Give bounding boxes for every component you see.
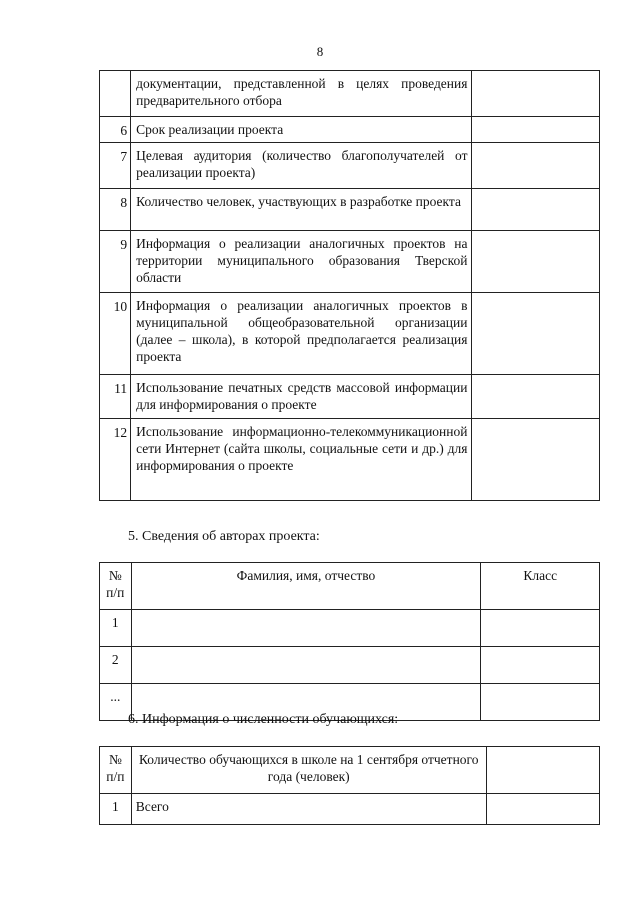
value-cell [472, 293, 600, 375]
table-row [100, 610, 600, 647]
value-cell [472, 117, 600, 143]
row-number: 9 [100, 231, 131, 293]
row-description: Информация о реализации аналогичных проектов на территории муниципального образования Тверской области [131, 231, 472, 293]
project-info-table [99, 70, 600, 501]
value-cell [472, 419, 600, 501]
table-row [100, 293, 600, 375]
table-row [100, 231, 600, 293]
class-cell [481, 647, 600, 684]
row-number: 6 [100, 117, 131, 143]
row-number: 8 [100, 189, 131, 231]
authors-table [99, 562, 600, 721]
header-students-count: Количество обучающихся в школе на 1 сентября отчетного года (человек) [131, 747, 486, 794]
header-full-name: Фамилия, имя, отчество [131, 563, 481, 610]
page-number: 8 [316, 44, 324, 59]
students-count-table [99, 746, 600, 825]
row-description: Количество человек, участвующих в разработке проекта [131, 189, 472, 231]
table-row [100, 375, 600, 419]
value-cell [472, 71, 600, 117]
row-description: документации, представленной в целях проведения предварительного отбора [131, 71, 472, 117]
students-table-header [100, 747, 600, 794]
row-number: 2 [100, 647, 132, 684]
row-description: Срок реализации проекта [131, 117, 472, 143]
class-cell [481, 684, 600, 721]
table-row [100, 189, 600, 231]
value-cell [486, 794, 599, 825]
full-name-cell [131, 610, 481, 647]
authors-table-header [100, 563, 600, 610]
row-number: 1 [100, 610, 132, 647]
row-description: Информация о реализации аналогичных проектов в муниципальной общеобразовательной организации (далее – школа), в которой предполагается реализация проекта [131, 293, 472, 375]
row-number: 12 [100, 419, 131, 501]
table-row [100, 71, 600, 117]
value-cell [486, 747, 599, 794]
header-number: № п/п [100, 563, 132, 610]
value-cell [472, 375, 600, 419]
row-description: Использование информационно-телекоммуникационной сети Интернет (сайта школы, социальные сети и др.) для информирования о проекте [131, 419, 472, 501]
value-cell [472, 189, 600, 231]
row-number: 7 [100, 143, 131, 189]
section-6-heading: 6. Информация о численности обучающихся: [128, 712, 399, 727]
header-class: Класс [481, 563, 600, 610]
table-row [100, 419, 600, 501]
row-number: 1 [100, 794, 132, 825]
full-name-cell [131, 647, 481, 684]
table-row [100, 143, 600, 189]
value-cell [472, 231, 600, 293]
row-number: 11 [100, 375, 131, 419]
row-number: 10 [100, 293, 131, 375]
row-number [100, 71, 131, 117]
row-description: Целевая аудитория (количество благополучателей от реализации проекта) [131, 143, 472, 189]
header-number: № п/п [100, 747, 132, 794]
class-cell [481, 610, 600, 647]
table-row [100, 647, 600, 684]
section-5-heading: 5. Сведения об авторах проекта: [128, 529, 320, 544]
row-number: ... [100, 684, 132, 721]
row-description: Использование печатных средств массовой информации для информирования о проекте [131, 375, 472, 419]
table-row [100, 794, 600, 825]
table-row [100, 117, 600, 143]
value-cell [472, 143, 600, 189]
row-description: Всего [131, 794, 486, 825]
